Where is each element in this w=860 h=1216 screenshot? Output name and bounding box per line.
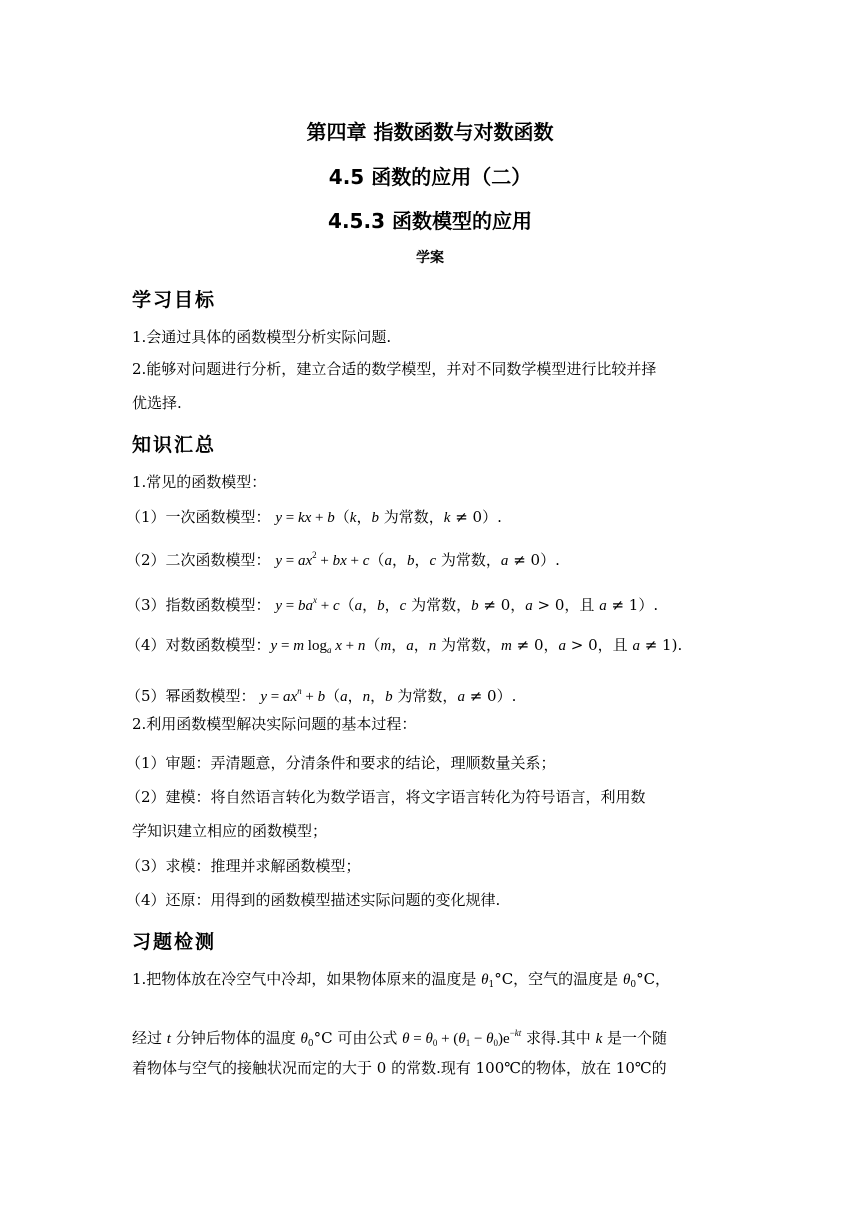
model-conditions: （k，b 为常数，k ≠ 0）.: [334, 508, 502, 526]
model-item-3: [126, 590, 658, 616]
model-item-1: [126, 507, 502, 528]
exercise-heading: 习题检测: [132, 931, 217, 953]
model-formula: $y = ax^n + b$: [260, 686, 326, 705]
model-label: （2）二次函数模型：: [126, 551, 271, 569]
exercise-line-3: 着物体与空气的接触状况而定的大于 0 的常数.现有 100℃的物体，放在 10℃的: [132, 1059, 667, 1077]
model-item-5: [126, 681, 516, 707]
process-step-2-continued: 学知识建立相应的函数模型；: [132, 822, 328, 840]
section-title: 4.5 函数的应用（二）: [328, 165, 532, 189]
process-intro: 2.利用函数模型解决实际问题的基本过程：: [132, 715, 417, 733]
model-conditions: （a，b，c 为常数，b ≠ 0，a > 0，且 a ≠ 1）.: [339, 596, 659, 614]
knowledge-heading: 知识汇总: [132, 434, 217, 456]
knowledge-intro: 1.常见的函数模型：: [132, 473, 267, 491]
process-step-2: （2）建模：将自然语言转化为数学语言，将文字语言转化为符号语言，利用数: [126, 788, 646, 806]
process-step-3: （3）求模：推理并求解函数模型；: [126, 857, 361, 875]
model-formula: y = kx + b: [275, 510, 335, 526]
model-formula: $y = ba^x + c$: [275, 595, 340, 614]
model-item-4: [126, 635, 682, 660]
model-label: （5）幂函数模型：: [126, 687, 256, 705]
objective-item-2-line-2: 优选择.: [132, 394, 182, 412]
exercise-line-1: 1.把物体放在冷空气中冷却，如果物体原来的温度是 $\theta_1^\circ C$，空气的温度是 $\theta_0^\circ C$，: [132, 970, 671, 990]
model-conditions: （a，b，c 为常数，a ≠ 0）.: [369, 551, 560, 569]
model-label: （3）指数函数模型：: [126, 596, 271, 614]
doc-type-label: 学案: [416, 250, 444, 266]
model-formula: $y = ax^2$ + bx + c: [275, 550, 370, 569]
model-conditions: （m，a，n 为常数，m ≠ 0，a > 0，且 a ≠ 1).: [365, 636, 683, 654]
objective-item-2-line-1: 2.能够对问题进行分析，建立合适的数学模型，并对不同数学模型进行比较并择: [132, 360, 657, 378]
process-step-1: （1）审题：弄清题意，分清条件和要求的结论，理顺数量关系；: [126, 754, 556, 772]
subsection-title: 4.5.3 函数模型的应用: [328, 209, 532, 233]
objective-item-1: 1.会通过具体的函数模型分析实际问题.: [132, 328, 392, 346]
model-item-2: [126, 545, 560, 571]
process-step-4: （4）还原：用得到的函数模型描述实际问题的变化规律.: [126, 891, 501, 909]
chapter-title: 第四章 指数函数与对数函数: [306, 120, 554, 144]
model-formula: y = m $\log_a x + n$: [270, 638, 366, 655]
exercise-line-2: 经过 t 分钟后物体的温度 $\theta_0^\circ C$ 可由公式 $\theta = \theta_0 + (\theta_1 - \theta_0)e^{-kt}$ 求得.其中 k 是一个随: [132, 1028, 668, 1049]
model-label: （4）对数函数模型：: [126, 636, 271, 654]
objectives-heading: 学习目标: [132, 289, 217, 311]
model-conditions: （a，n，b 为常数，a ≠ 0）.: [325, 687, 517, 705]
model-label: （1）一次函数模型：: [126, 508, 271, 526]
